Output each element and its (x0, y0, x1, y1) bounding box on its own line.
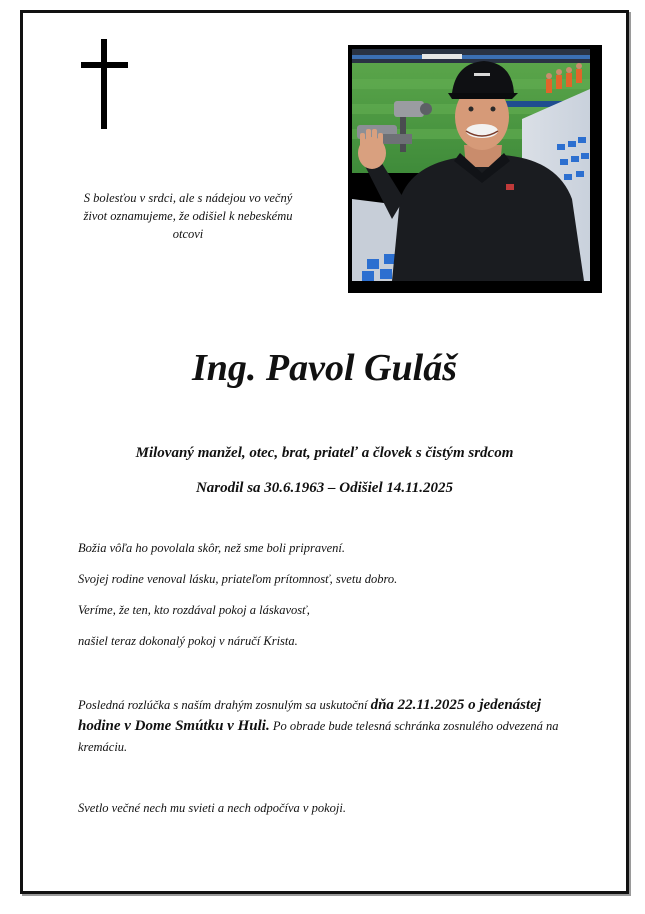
cross-icon (81, 39, 131, 129)
portrait-photo (348, 45, 602, 293)
intro-line: otcovi (172, 227, 204, 241)
closing-prayer: Svetlo večné nech mu svieti a nech odpočíva v pokoji. (78, 801, 346, 815)
funeral-text-end: Po obrade bude telesná schránka zosnulého odvezená na kremáciu. (78, 719, 559, 754)
verse-line: Božia vôľa ho povolala skôr, než sme boli pripravení. (78, 541, 346, 555)
funeral-announcement (78, 695, 578, 758)
funeral-text-start: Posledná rozlúčka s naším drahým zosnulým sa uskutoční (78, 698, 371, 712)
intro-text (73, 189, 303, 243)
life-dates: Narodil sa 30.6.1963 – Odišiel 14.11.2025 (195, 480, 454, 496)
intro-line: S bolesťou v srdci, ale s nádejou vo večný (83, 191, 293, 205)
portrait-image (352, 49, 590, 281)
funeral-date-place: dňa 22.11.2025 o jedenástej hodine v Dome Smútku v Huli. (78, 697, 541, 734)
deceased-subtitle: Milovaný manžel, otec, brat, priateľ a človek s čistým srdcom (135, 445, 514, 461)
verse-line: našiel teraz dokonalý pokoj v náručí Krista. (78, 634, 298, 648)
verse-line: Veríme, že ten, kto rozdával pokoj a láskavosť, (78, 603, 310, 617)
verse-line: Svojej rodine venoval lásku, priateľom prítomnosť, svetu dobro. (78, 572, 398, 586)
deceased-name: Ing. Pavol Guláš (192, 347, 457, 389)
obituary-page (20, 10, 629, 894)
intro-line: život oznamujeme, že odišiel k nebeskému (83, 209, 293, 223)
